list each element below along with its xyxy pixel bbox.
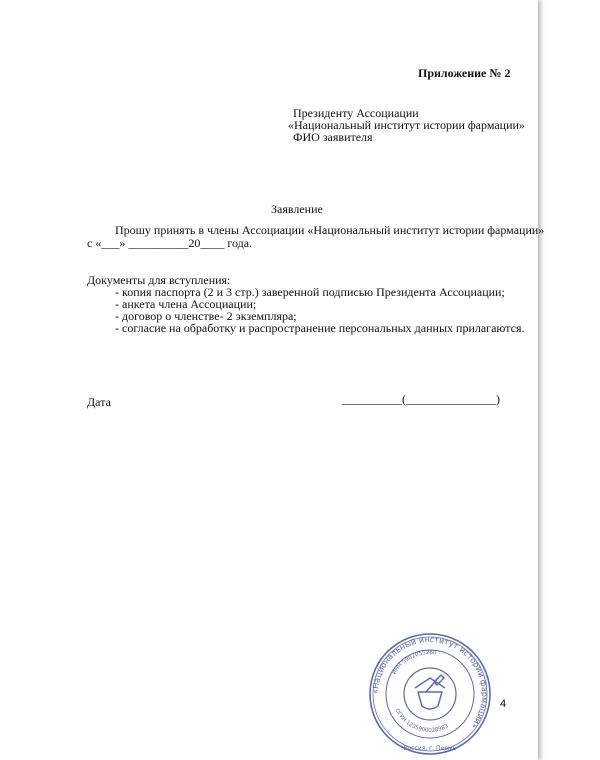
signature-line: __________(_______________)	[342, 392, 500, 406]
document-item-4: - согласие на обработку и распространение персональных данных прилагаются.	[115, 321, 525, 335]
document-item-3: - договор о членстве- 2 экземпляра;	[115, 309, 297, 323]
documents-heading: Документы для вступления:	[87, 273, 231, 287]
addressee-line-3: ФИО заявителя	[293, 130, 373, 144]
date-label: Дата	[87, 395, 111, 409]
statement-line-2: с «___» __________20____ года.	[87, 236, 253, 250]
statement-title: Заявление	[271, 202, 323, 216]
document-item-2: - анкета члена Ассоциации;	[115, 297, 257, 311]
appendix-label: Приложение № 2	[418, 66, 511, 80]
page-number: 4	[500, 698, 507, 710]
addressee-line-1: Президенту Ассоциации	[293, 106, 419, 120]
mortar-pestle-icon	[415, 675, 445, 709]
stamp-reg-text: ИНН 5902055260	[391, 649, 437, 676]
stamp-bottom-text: Россия, г. Пермь	[403, 745, 457, 752]
stamp-ogrn-text: ОГРН 1235900028983	[393, 707, 450, 734]
stamp-outer-text: «Национальный институт истории фармации»	[370, 634, 490, 731]
addressee-line-2: «Национальный институт истории фармации»	[288, 118, 525, 132]
organization-stamp	[368, 632, 492, 756]
document-item-1: - копия паспорта (2 и 3 стр.) заверенной подписью Президента Ассоциации;	[115, 285, 505, 299]
statement-line-1: Прошу принять в члены Ассоциации «Национальный институт истории фармации»	[115, 223, 545, 237]
